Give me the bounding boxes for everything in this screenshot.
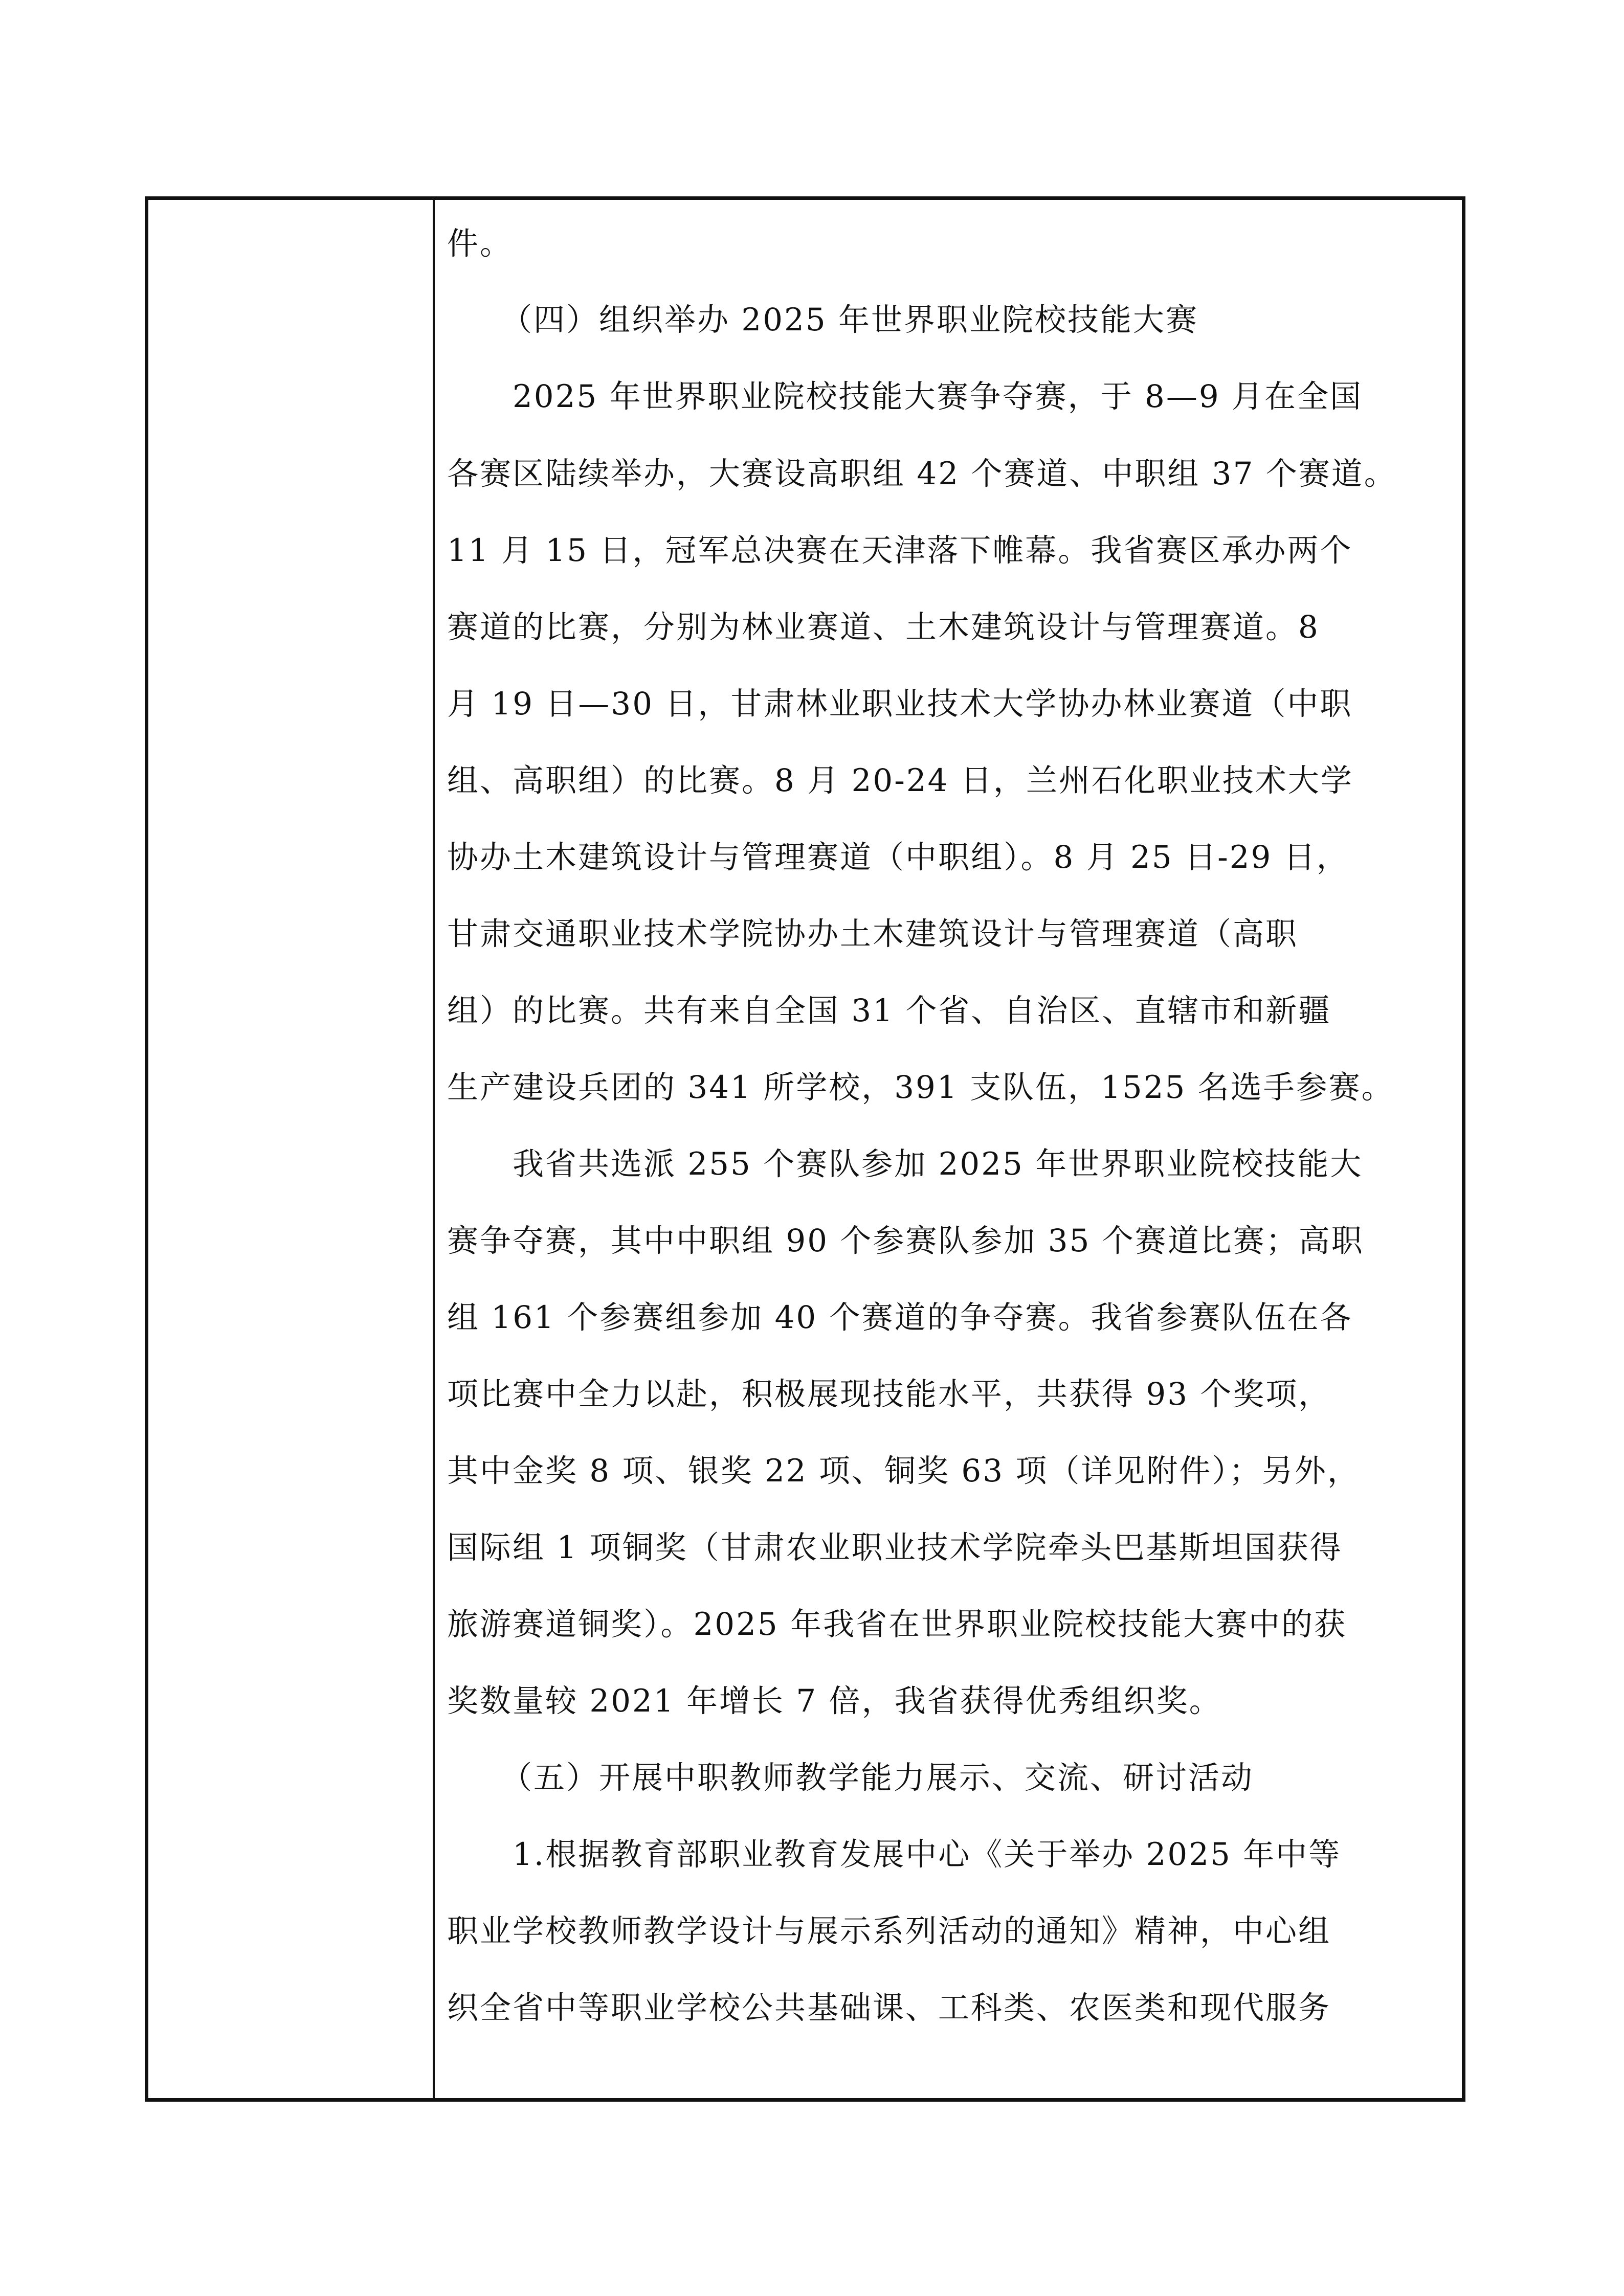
text-line: 织全省中等职业学校公共基础课、工科类、农医类和现代服务 [447,1990,1331,2026]
body-text-cell [437,200,1462,2098]
body-text [437,200,1462,2098]
text-line: 国际组 1 项铜奖（甘肃农业职业技术学院牵头巴基斯坦国获得 [447,1529,1343,1566]
text-line: 1.根据教育部职业教育发展中心《关于举办 2025 年中等 [513,1836,1342,1873]
text-line: 2025 年世界职业院校技能大赛争夺赛，于 8—9 月在全国 [513,378,1363,415]
text-line: 甘肃交通职业技术学院协办土木建筑设计与管理赛道（高职 [447,916,1299,952]
left-column-cell [148,200,435,2098]
text-line: 11 月 15 日，冠军总决赛在天津落下帷幕。我省赛区承办两个 [447,532,1353,569]
text-line: 项比赛中全力以赴，积极展现技能水平，共获得 93 个奖项， [447,1376,1331,1412]
content-table [145,196,1465,2102]
text-line: 我省共选派 255 个赛队参加 2025 年世界职业院校技能大 [513,1146,1363,1182]
text-line: 奖数量较 2021 年增长 7 倍，我省获得优秀组织奖。 [447,1683,1222,1719]
text-line: 其中金奖 8 项、银奖 22 项、铜奖 63 项（详见附件）；另外， [447,1453,1360,1489]
text-line: 组、高职组）的比赛。8 月 20-24 日，兰州石化职业技术大学 [447,762,1353,799]
text-line: 件。 [447,226,513,262]
text-line: 组）的比赛。共有来自全国 31 个省、自治区、直辖市和新疆 [447,993,1331,1029]
section-heading: （四）组织举办 2025 年世界职业院校技能大赛 [501,302,1199,338]
text-line: 赛道的比赛，分别为林业赛道、土木建筑设计与管理赛道。8 [447,609,1320,645]
text-line: 生产建设兵团的 341 所学校，391 支队伍，1525 名选手参赛。 [447,1069,1394,1106]
section-heading: （五）开展中职教师教学能力展示、交流、研讨活动 [501,1760,1254,1796]
text-line: 职业学校教师教学设计与展示系列活动的通知》精神，中心组 [447,1913,1331,1949]
text-line: 协办土木建筑设计与管理赛道（中职组）。8 月 25 日-29 日， [447,839,1349,875]
text-line: 赛争夺赛，其中中职组 90 个参赛队参加 35 个赛道比赛；高职 [447,1223,1364,1259]
text-line: 各赛区陆续举办，大赛设高职组 42 个赛道、中职组 37 个赛道。 [447,456,1397,492]
text-line: 组 161 个参赛组参加 40 个赛道的争夺赛。我省参赛队伍在各 [447,1299,1353,1336]
text-line: 月 19 日—30 日，甘肃林业职业技术大学协办林业赛道（中职 [447,686,1353,722]
text-line: 旅游赛道铜奖）。2025 年我省在世界职业院校技能大赛中的获 [447,1606,1347,1642]
